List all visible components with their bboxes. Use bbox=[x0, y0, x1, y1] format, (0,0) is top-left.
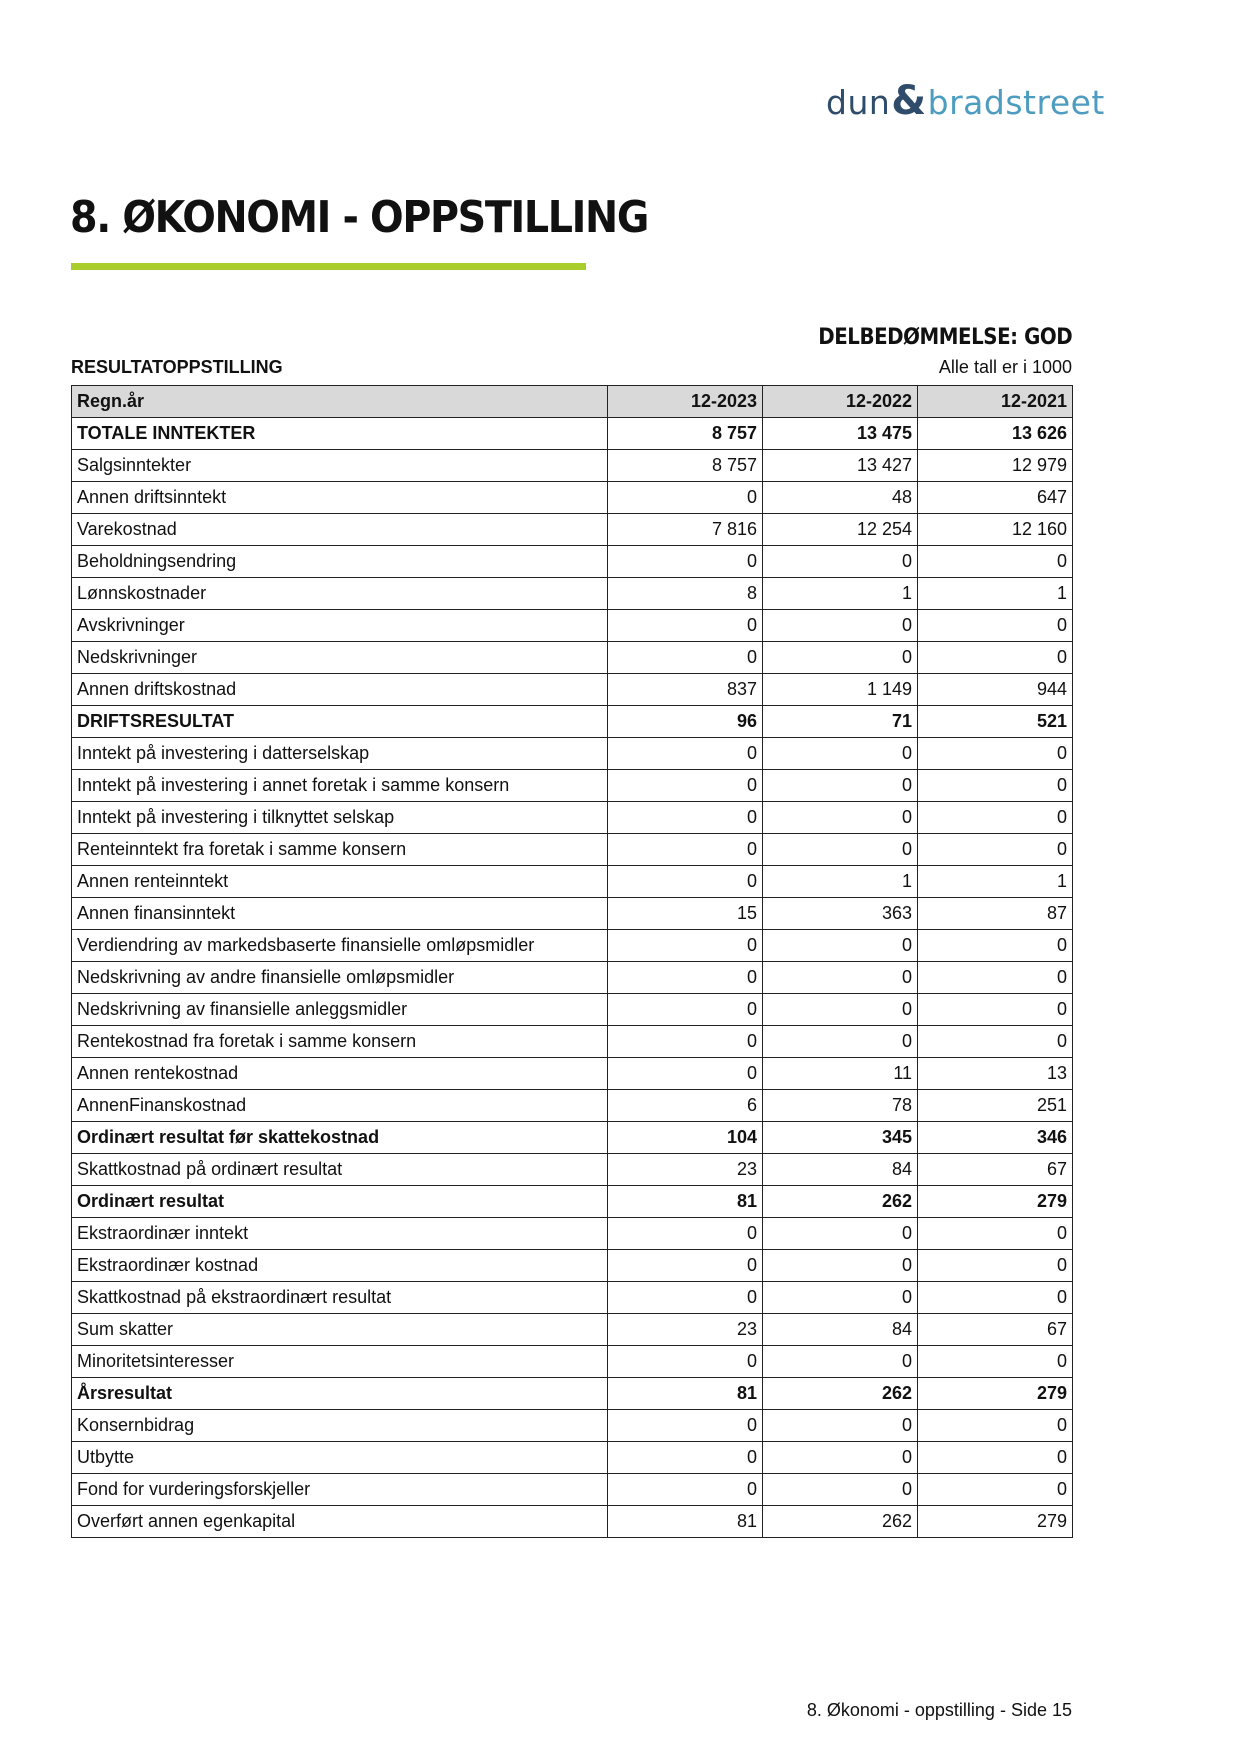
row-value: 345 bbox=[763, 1122, 918, 1154]
table-row bbox=[72, 1026, 1073, 1058]
row-value: 67 bbox=[918, 1314, 1073, 1346]
row-value: 279 bbox=[918, 1186, 1073, 1218]
row-label: Varekostnad bbox=[72, 514, 608, 546]
row-label: DRIFTSRESULTAT bbox=[72, 706, 608, 738]
row-value: 647 bbox=[918, 482, 1073, 514]
page-title: 8. ØKONOMI - OPPSTILLING bbox=[70, 192, 648, 243]
row-label: Annen rentekostnad bbox=[72, 1058, 608, 1090]
row-value: 0 bbox=[608, 770, 763, 802]
row-label: Ekstraordinær kostnad bbox=[72, 1250, 608, 1282]
row-label: TOTALE INNTEKTER bbox=[72, 418, 608, 450]
row-value: 0 bbox=[608, 962, 763, 994]
row-value: 0 bbox=[918, 962, 1073, 994]
row-value: 8 757 bbox=[608, 450, 763, 482]
row-value: 0 bbox=[918, 1250, 1073, 1282]
row-value: 1 bbox=[763, 578, 918, 610]
table-row bbox=[72, 1410, 1073, 1442]
table-row bbox=[72, 1154, 1073, 1186]
table-row bbox=[72, 1058, 1073, 1090]
row-value: 11 bbox=[763, 1058, 918, 1090]
row-label: Annen driftsinntekt bbox=[72, 482, 608, 514]
table-row bbox=[72, 546, 1073, 578]
row-value: 12 979 bbox=[918, 450, 1073, 482]
row-value: 48 bbox=[763, 482, 918, 514]
table-row bbox=[72, 1186, 1073, 1218]
row-value: 262 bbox=[763, 1506, 918, 1538]
row-value: 0 bbox=[763, 610, 918, 642]
table-row bbox=[72, 898, 1073, 930]
row-label: Salgsinntekter bbox=[72, 450, 608, 482]
row-value: 0 bbox=[608, 802, 763, 834]
row-label: Verdiendring av markedsbaserte finansielle omløpsmidler bbox=[72, 930, 608, 962]
row-value: 0 bbox=[763, 930, 918, 962]
logo-text-dun: dun bbox=[826, 83, 891, 122]
row-value: 0 bbox=[608, 1442, 763, 1474]
row-value: 0 bbox=[918, 1282, 1073, 1314]
header-year: 12-2021 bbox=[918, 386, 1073, 418]
row-value: 0 bbox=[918, 1346, 1073, 1378]
company-logo bbox=[826, 78, 1105, 128]
row-value: 0 bbox=[608, 1410, 763, 1442]
row-value: 13 427 bbox=[763, 450, 918, 482]
row-value: 279 bbox=[918, 1506, 1073, 1538]
row-value: 521 bbox=[918, 706, 1073, 738]
row-value: 0 bbox=[918, 1026, 1073, 1058]
row-label: Beholdningsendring bbox=[72, 546, 608, 578]
row-value: 0 bbox=[608, 994, 763, 1026]
row-value: 0 bbox=[918, 738, 1073, 770]
title-underline bbox=[71, 263, 586, 270]
row-value: 71 bbox=[763, 706, 918, 738]
row-value: 0 bbox=[918, 546, 1073, 578]
row-label: Annen renteinntekt bbox=[72, 866, 608, 898]
row-value: 0 bbox=[763, 1026, 918, 1058]
row-value: 96 bbox=[608, 706, 763, 738]
row-label: Nedskrivning av andre finansielle omløpsmidler bbox=[72, 962, 608, 994]
row-label: Lønnskostnader bbox=[72, 578, 608, 610]
table-row bbox=[72, 738, 1073, 770]
table-row bbox=[72, 1218, 1073, 1250]
rating-label: DELBEDØMMELSE: GOD bbox=[817, 325, 1072, 350]
table-row bbox=[72, 1378, 1073, 1410]
row-value: 0 bbox=[918, 1410, 1073, 1442]
row-value: 12 160 bbox=[918, 514, 1073, 546]
units-note: Alle tall er i 1000 bbox=[938, 357, 1072, 377]
row-value: 0 bbox=[608, 1058, 763, 1090]
row-value: 87 bbox=[918, 898, 1073, 930]
table-row bbox=[72, 1282, 1073, 1314]
row-value: 0 bbox=[918, 770, 1073, 802]
row-value: 346 bbox=[918, 1122, 1073, 1154]
page-footer: 8. Økonomi - oppstilling - Side 15 bbox=[806, 1700, 1072, 1720]
row-label: Inntekt på investering i tilknyttet selskap bbox=[72, 802, 608, 834]
row-value: 251 bbox=[918, 1090, 1073, 1122]
row-value: 23 bbox=[608, 1154, 763, 1186]
table-row bbox=[72, 994, 1073, 1026]
row-value: 0 bbox=[763, 1442, 918, 1474]
row-value: 13 bbox=[918, 1058, 1073, 1090]
row-label: Skattkostnad på ekstraordinært resultat bbox=[72, 1282, 608, 1314]
row-value: 0 bbox=[763, 994, 918, 1026]
row-value: 84 bbox=[763, 1154, 918, 1186]
row-label: Annen driftskostnad bbox=[72, 674, 608, 706]
row-value: 15 bbox=[608, 898, 763, 930]
table-row bbox=[72, 1122, 1073, 1154]
row-label: Ekstraordinær inntekt bbox=[72, 1218, 608, 1250]
row-value: 0 bbox=[608, 1474, 763, 1506]
row-value: 0 bbox=[763, 642, 918, 674]
table-row bbox=[72, 930, 1073, 962]
table-row bbox=[72, 962, 1073, 994]
row-value: 0 bbox=[763, 770, 918, 802]
row-value: 1 bbox=[763, 866, 918, 898]
table-row bbox=[72, 1442, 1073, 1474]
logo-ampersand: & bbox=[891, 78, 927, 124]
table-row bbox=[72, 1474, 1073, 1506]
row-value: 1 bbox=[918, 866, 1073, 898]
row-label: Rentekostnad fra foretak i samme konsern bbox=[72, 1026, 608, 1058]
row-label: Renteinntekt fra foretak i samme konsern bbox=[72, 834, 608, 866]
table-row bbox=[72, 674, 1073, 706]
row-value: 0 bbox=[763, 1410, 918, 1442]
row-value: 13 626 bbox=[918, 418, 1073, 450]
row-value: 0 bbox=[918, 1474, 1073, 1506]
row-label: Minoritetsinteresser bbox=[72, 1346, 608, 1378]
row-value: 8 757 bbox=[608, 418, 763, 450]
row-value: 0 bbox=[918, 994, 1073, 1026]
row-label: Årsresultat bbox=[72, 1378, 608, 1410]
row-label: Nedskrivning av finansielle anleggsmidler bbox=[72, 994, 608, 1026]
row-value: 0 bbox=[763, 1474, 918, 1506]
row-value: 279 bbox=[918, 1378, 1073, 1410]
table-row bbox=[72, 418, 1073, 450]
table-row bbox=[72, 770, 1073, 802]
row-value: 0 bbox=[918, 610, 1073, 642]
row-label: AnnenFinanskostnad bbox=[72, 1090, 608, 1122]
row-value: 0 bbox=[918, 1442, 1073, 1474]
table-row bbox=[72, 642, 1073, 674]
row-value: 8 bbox=[608, 578, 763, 610]
header-year: 12-2023 bbox=[608, 386, 763, 418]
row-value: 837 bbox=[608, 674, 763, 706]
row-value: 1 149 bbox=[763, 674, 918, 706]
row-value: 81 bbox=[608, 1506, 763, 1538]
row-value: 0 bbox=[918, 1218, 1073, 1250]
row-value: 1 bbox=[918, 578, 1073, 610]
row-value: 0 bbox=[608, 482, 763, 514]
row-value: 0 bbox=[608, 642, 763, 674]
row-value: 23 bbox=[608, 1314, 763, 1346]
row-value: 944 bbox=[918, 674, 1073, 706]
table-row bbox=[72, 514, 1073, 546]
row-value: 0 bbox=[608, 1218, 763, 1250]
row-label: Sum skatter bbox=[72, 1314, 608, 1346]
row-value: 262 bbox=[763, 1378, 918, 1410]
row-label: Overført annen egenkapital bbox=[72, 1506, 608, 1538]
table-row bbox=[72, 450, 1073, 482]
table-heading: RESULTATOPPSTILLING bbox=[71, 357, 283, 377]
row-value: 81 bbox=[608, 1378, 763, 1410]
row-value: 67 bbox=[918, 1154, 1073, 1186]
table-row bbox=[72, 706, 1073, 738]
row-value: 0 bbox=[608, 1282, 763, 1314]
row-value: 0 bbox=[763, 1282, 918, 1314]
row-value: 262 bbox=[763, 1186, 918, 1218]
header-year: 12-2022 bbox=[763, 386, 918, 418]
table-row bbox=[72, 1090, 1073, 1122]
table-row bbox=[72, 802, 1073, 834]
row-value: 7 816 bbox=[608, 514, 763, 546]
row-value: 0 bbox=[608, 1026, 763, 1058]
row-value: 6 bbox=[608, 1090, 763, 1122]
row-value: 0 bbox=[763, 546, 918, 578]
row-value: 0 bbox=[608, 866, 763, 898]
row-value: 0 bbox=[763, 738, 918, 770]
row-value: 13 475 bbox=[763, 418, 918, 450]
row-label: Annen finansinntekt bbox=[72, 898, 608, 930]
table-row bbox=[72, 1314, 1073, 1346]
table-body bbox=[72, 418, 1073, 1538]
row-value: 0 bbox=[763, 962, 918, 994]
row-value: 84 bbox=[763, 1314, 918, 1346]
table-row bbox=[72, 1506, 1073, 1538]
table-row bbox=[72, 482, 1073, 514]
table-row bbox=[72, 834, 1073, 866]
row-value: 363 bbox=[763, 898, 918, 930]
row-value: 0 bbox=[763, 1218, 918, 1250]
row-value: 12 254 bbox=[763, 514, 918, 546]
logo-text-bradstreet: bradstreet bbox=[927, 83, 1105, 122]
row-value: 104 bbox=[608, 1122, 763, 1154]
table-row bbox=[72, 1250, 1073, 1282]
row-value: 0 bbox=[918, 834, 1073, 866]
row-label: Ordinært resultat før skattekostnad bbox=[72, 1122, 608, 1154]
row-value: 78 bbox=[763, 1090, 918, 1122]
row-value: 0 bbox=[763, 802, 918, 834]
row-value: 0 bbox=[608, 738, 763, 770]
row-label: Nedskrivninger bbox=[72, 642, 608, 674]
row-value: 0 bbox=[608, 930, 763, 962]
header-label: Regn.år bbox=[72, 386, 608, 418]
row-label: Konsernbidrag bbox=[72, 1410, 608, 1442]
row-value: 0 bbox=[763, 1346, 918, 1378]
row-value: 0 bbox=[608, 1250, 763, 1282]
row-value: 0 bbox=[608, 610, 763, 642]
row-label: Fond for vurderingsforskjeller bbox=[72, 1474, 608, 1506]
row-value: 81 bbox=[608, 1186, 763, 1218]
row-value: 0 bbox=[918, 642, 1073, 674]
row-value: 0 bbox=[763, 834, 918, 866]
table-header-row bbox=[72, 386, 1073, 418]
row-value: 0 bbox=[763, 1250, 918, 1282]
row-value: 0 bbox=[608, 834, 763, 866]
table-row bbox=[72, 578, 1073, 610]
row-label: Inntekt på investering i datterselskap bbox=[72, 738, 608, 770]
row-label: Utbytte bbox=[72, 1442, 608, 1474]
row-value: 0 bbox=[918, 930, 1073, 962]
row-label: Inntekt på investering i annet foretak i samme konsern bbox=[72, 770, 608, 802]
table-row bbox=[72, 610, 1073, 642]
row-value: 0 bbox=[918, 802, 1073, 834]
row-value: 0 bbox=[608, 1346, 763, 1378]
table-row bbox=[72, 866, 1073, 898]
row-value: 0 bbox=[608, 546, 763, 578]
income-statement-table bbox=[71, 385, 1073, 1538]
table-row bbox=[72, 1346, 1073, 1378]
row-label: Skattkostnad på ordinært resultat bbox=[72, 1154, 608, 1186]
row-label: Ordinært resultat bbox=[72, 1186, 608, 1218]
row-label: Avskrivninger bbox=[72, 610, 608, 642]
